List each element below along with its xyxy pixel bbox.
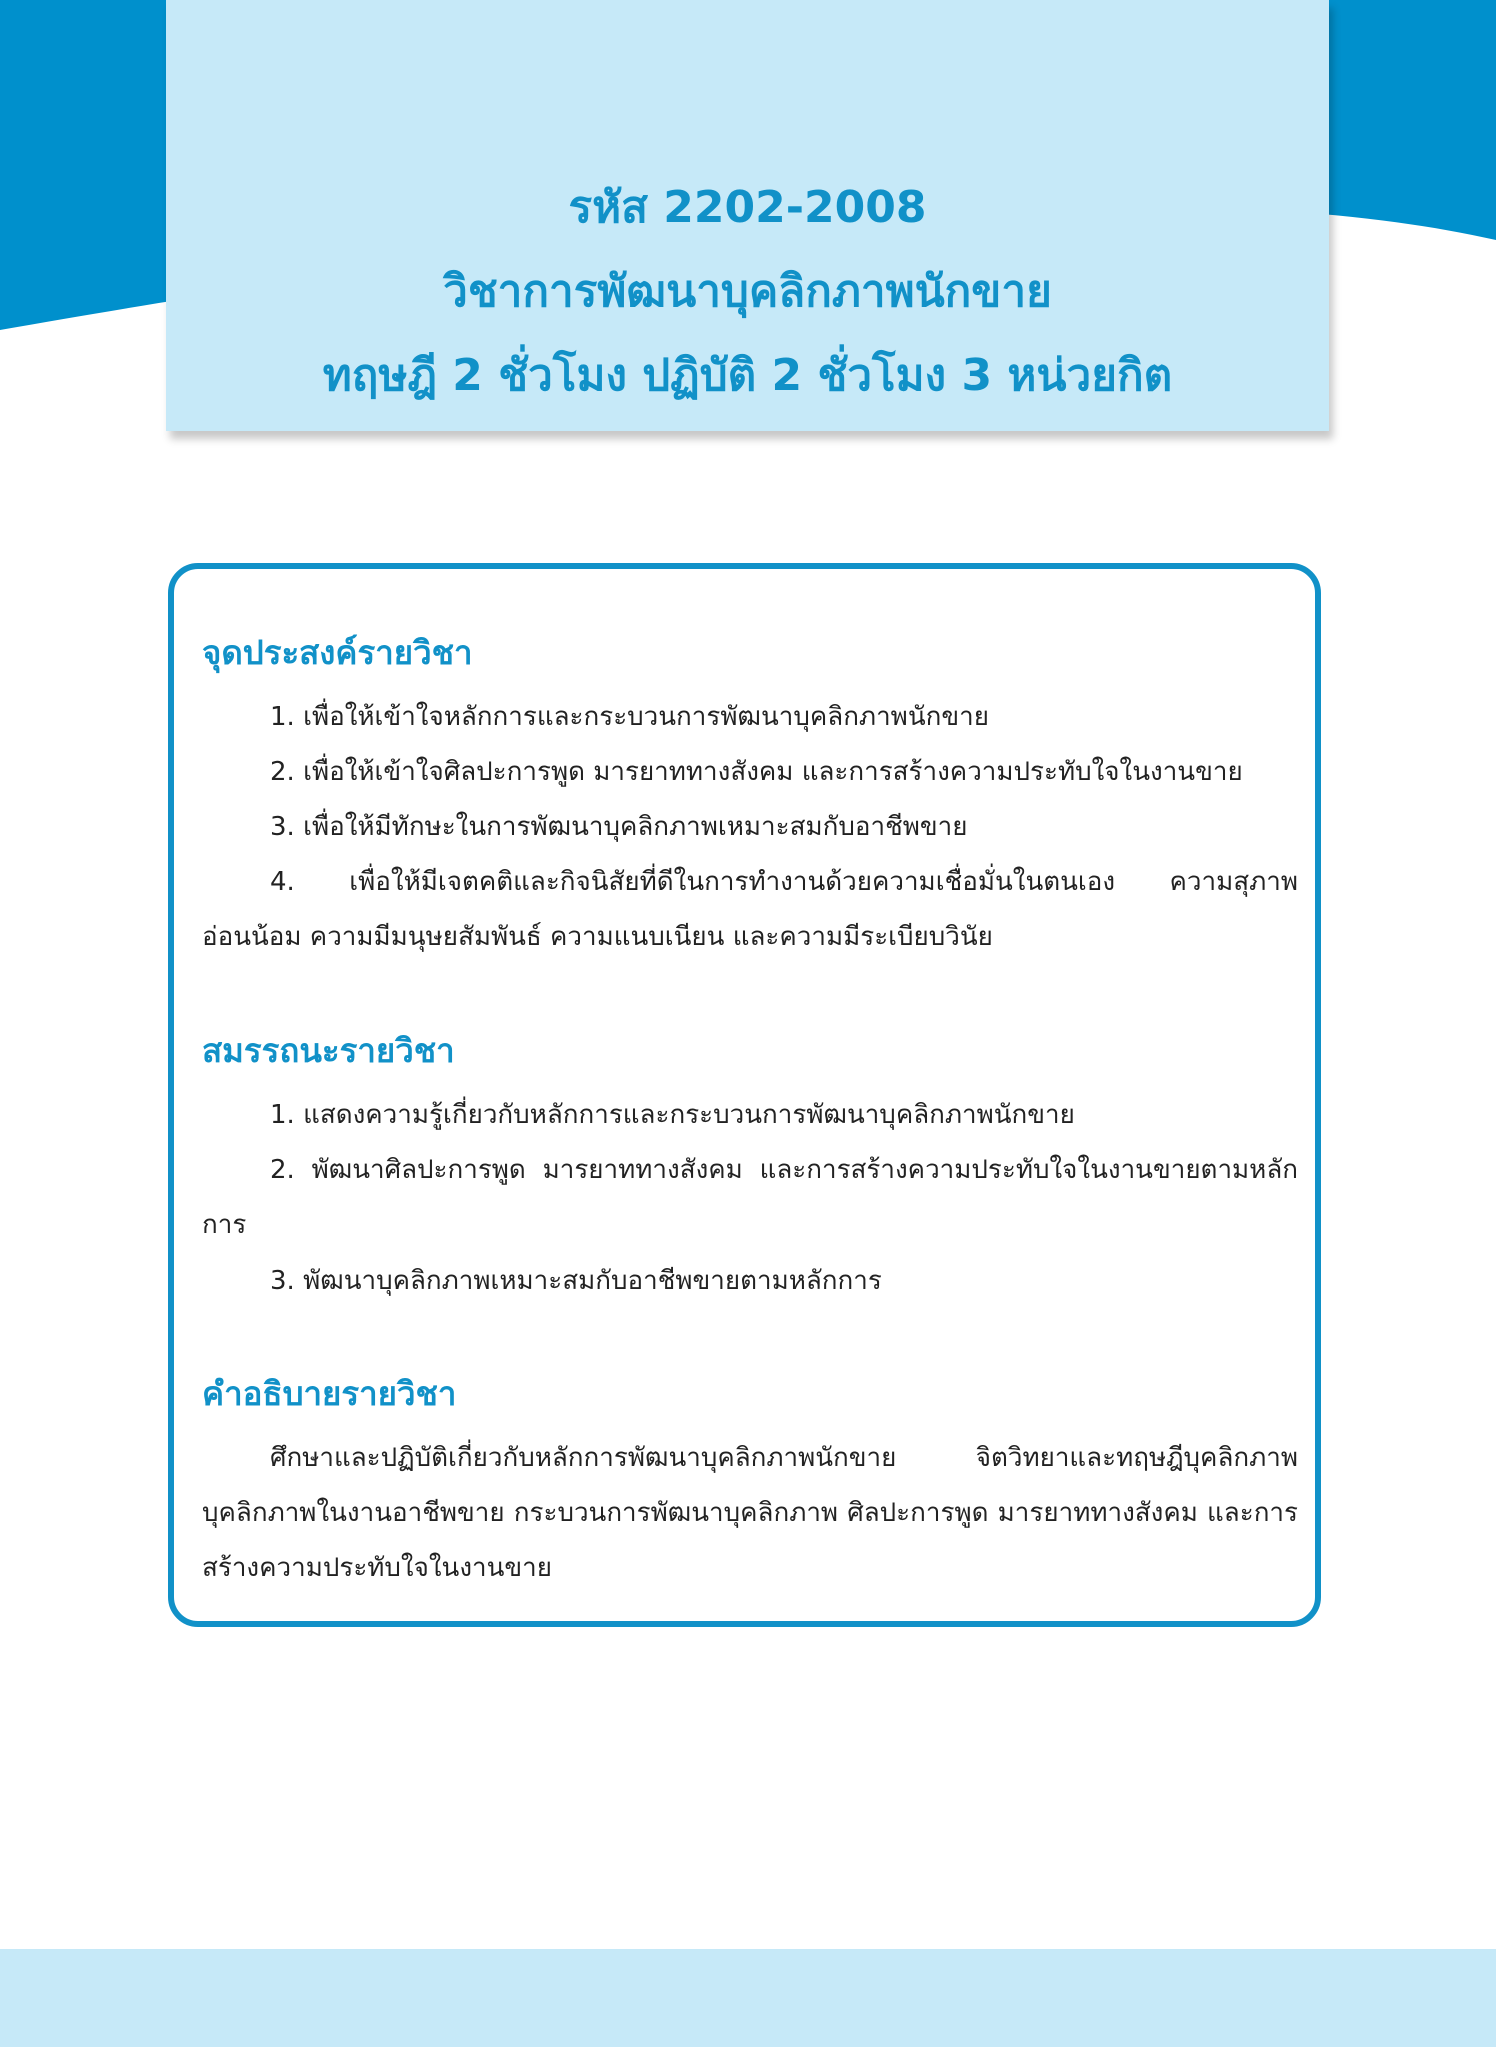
course-header-card [166, 0, 1329, 431]
course-code: รหัส 2202-2008 [568, 182, 927, 233]
competency-item: 2. พัฒนาศิลปะการพูด มารยาททางสังคม และการสร้างความประทับใจในงานขายตามหลักการ [202, 1155, 1298, 1240]
footer-band [0, 1949, 1496, 2047]
competency-item: 1. แสดงความรู้เกี่ยวกับหลักการและกระบวนการพัฒนาบุคลิกภาพนักขาย [270, 1100, 1075, 1130]
course-details-box [168, 563, 1321, 1627]
objective-item: 2. เพื่อให้เข้าใจศิลปะการพูด มารยาททางสังคม และการสร้างความประทับใจในงานขาย [270, 757, 1243, 787]
description-text: ศึกษาและปฏิบัติเกี่ยวกับหลักการพัฒนาบุคลิกภาพนักขาย จิตวิทยาและทฤษฎีบุคลิกภาพ บุคลิกภาพในงานอาชีพขาย กระบวนการพัฒนาบุคลิกภาพ ศิลปะการพูด มารยาททางสังคม และการสร้างความประทับใจในงานขาย [202, 1443, 1298, 1583]
objective-item: 3. เพื่อให้มีทักษะในการพัฒนาบุคลิกภาพเหมาะสมกับอาชีพขาย [270, 812, 968, 842]
course-name: วิชาการพัฒนาบุคลิกภาพนักขาย [443, 266, 1052, 317]
course-hours: ทฤษฎี 2 ชั่วโมง ปฏิบัติ 2 ชั่วโมง 3 หน่วยกิต [322, 350, 1173, 401]
competency-item: 3. พัฒนาบุคลิกภาพเหมาะสมกับอาชีพขายตามหลักการ [270, 1266, 882, 1296]
objective-item: 1. เพื่อให้เข้าใจหลักการและกระบวนการพัฒนาบุคลิกภาพนักขาย [270, 702, 989, 732]
competencies-title: สมรรถนะรายวิชา [202, 1031, 455, 1070]
objective-item: 4. เพื่อให้มีเจตคติและกิจนิสัยที่ดีในการทำงานด้วยความเชื่อมั่นในตนเอง ความสุภาพอ่อนน้อม ความมีมนุษยสัมพันธ์ ความแนบเนียน และความมีระเบียบวินัย [202, 867, 1298, 952]
description-title: คำอธิบายรายวิชา [202, 1374, 457, 1413]
objectives-title: จุดประสงค์รายวิชา [202, 633, 473, 672]
